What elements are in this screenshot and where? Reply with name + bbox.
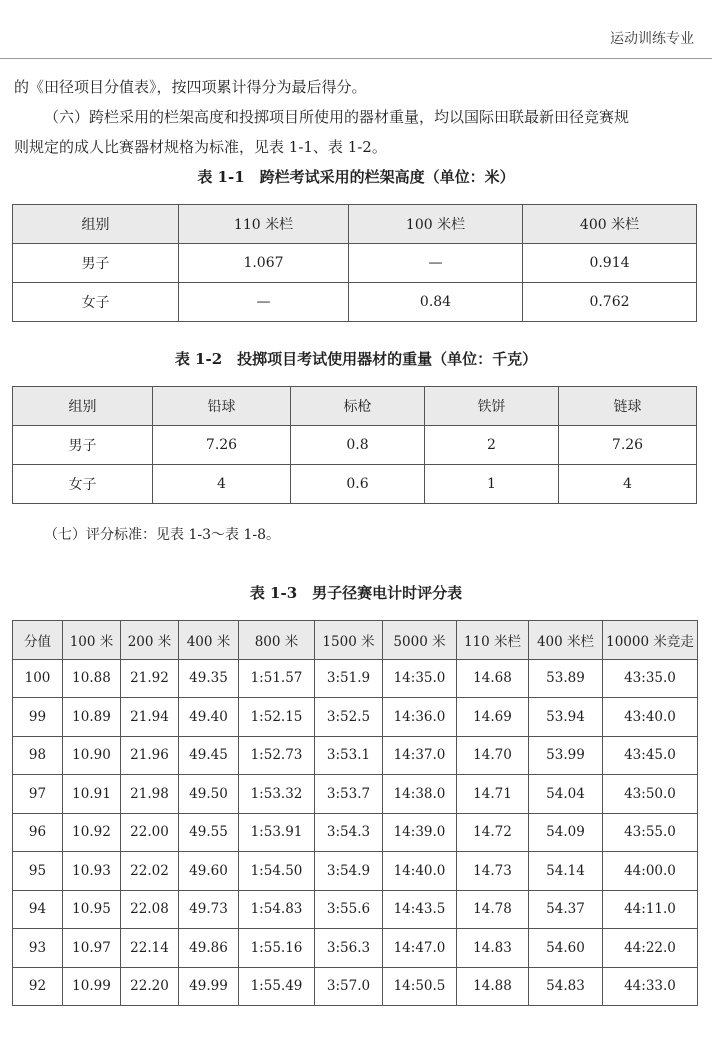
table-cell: 49.50 bbox=[179, 775, 239, 814]
table-cell: 1:55.49 bbox=[239, 967, 315, 1006]
table-cell: 1:54.50 bbox=[239, 852, 315, 891]
table-cell: 44:00.0 bbox=[603, 852, 698, 891]
table-cell: 100 bbox=[13, 659, 63, 698]
table-cell: 14:47.0 bbox=[383, 929, 457, 968]
table-cell: 14.83 bbox=[457, 929, 529, 968]
table-cell: 14:40.0 bbox=[383, 852, 457, 891]
table-cell: 男子 bbox=[13, 426, 153, 465]
table-3-caption: 表 1-3 男子径赛电计时评分表 bbox=[249, 584, 463, 602]
table-row bbox=[13, 698, 698, 737]
table-cell: 49.86 bbox=[179, 929, 239, 968]
table-cell: 53.89 bbox=[529, 659, 603, 698]
table-cell: 49.60 bbox=[179, 852, 239, 891]
table-cell: 22.00 bbox=[121, 813, 179, 852]
table-cell: 3:54.3 bbox=[315, 813, 383, 852]
equipment-weight-table bbox=[12, 386, 697, 504]
table-cell: 54.83 bbox=[529, 967, 603, 1006]
table-cell: 99 bbox=[13, 698, 63, 737]
table-cell: 22.20 bbox=[121, 967, 179, 1006]
table-cell: 0.762 bbox=[523, 283, 697, 322]
header-cell: 组别 bbox=[13, 205, 179, 244]
table-cell: 49.45 bbox=[179, 736, 239, 775]
hurdle-height-table bbox=[12, 204, 697, 322]
table-cell: 女子 bbox=[13, 465, 153, 504]
table-row bbox=[13, 967, 698, 1006]
table-header-row bbox=[13, 205, 697, 244]
paragraph-3: 则规定的成人比赛器材规格为标准，见表 1-1、表 1-2。 bbox=[14, 138, 387, 156]
table-cell: 94 bbox=[13, 890, 63, 929]
header-cell: 分值 bbox=[13, 621, 63, 660]
table-cell: 49.99 bbox=[179, 967, 239, 1006]
table-cell: 53.99 bbox=[529, 736, 603, 775]
table-cell: 14:38.0 bbox=[383, 775, 457, 814]
table-cell: 10.90 bbox=[63, 736, 121, 775]
table-cell: 1:52.73 bbox=[239, 736, 315, 775]
header-cell: 200 米 bbox=[121, 621, 179, 660]
table-cell: 0.8 bbox=[291, 426, 425, 465]
table-cell: 3:56.3 bbox=[315, 929, 383, 968]
table-row bbox=[13, 929, 698, 968]
table-cell: 7.26 bbox=[559, 426, 697, 465]
table-cell: 1:54.83 bbox=[239, 890, 315, 929]
table-cell: 49.55 bbox=[179, 813, 239, 852]
table-cell: 10.93 bbox=[63, 852, 121, 891]
table-cell: 3:57.0 bbox=[315, 967, 383, 1006]
table-row bbox=[13, 736, 698, 775]
table-cell: 10.88 bbox=[63, 659, 121, 698]
table-cell: 10.97 bbox=[63, 929, 121, 968]
table-cell: 1.067 bbox=[179, 244, 349, 283]
header-cell: 800 米 bbox=[239, 621, 315, 660]
men-track-scoring-table bbox=[12, 620, 698, 1006]
table-cell: 21.94 bbox=[121, 698, 179, 737]
table-cell: 44:33.0 bbox=[603, 967, 698, 1006]
table-cell: 1:53.32 bbox=[239, 775, 315, 814]
header-cell: 400 米栏 bbox=[523, 205, 697, 244]
table-cell: 43:45.0 bbox=[603, 736, 698, 775]
table-header-row bbox=[13, 621, 698, 660]
table-cell: 0.84 bbox=[349, 283, 523, 322]
table-cell: 14:39.0 bbox=[383, 813, 457, 852]
table-cell: 93 bbox=[13, 929, 63, 968]
table-cell: 1:53.91 bbox=[239, 813, 315, 852]
table-row bbox=[13, 813, 698, 852]
table-cell: 1:55.16 bbox=[239, 929, 315, 968]
table-cell: 2 bbox=[425, 426, 559, 465]
header-cell: 标枪 bbox=[291, 387, 425, 426]
table-cell: 49.73 bbox=[179, 890, 239, 929]
header-cell: 400 米栏 bbox=[529, 621, 603, 660]
table-cell: 14.78 bbox=[457, 890, 529, 929]
table-cell: 14.69 bbox=[457, 698, 529, 737]
table-cell: 0.914 bbox=[523, 244, 697, 283]
header-cell: 110 米栏 bbox=[457, 621, 529, 660]
table-cell: 1:52.15 bbox=[239, 698, 315, 737]
table-cell: 男子 bbox=[13, 244, 179, 283]
header-cell: 铅球 bbox=[153, 387, 291, 426]
paragraph-2: （六）跨栏采用的栏架高度和投掷项目所使用的器材重量，均以国际田联最新田径竞赛规 bbox=[44, 108, 630, 126]
table-cell: 54.09 bbox=[529, 813, 603, 852]
table-cell: 49.40 bbox=[179, 698, 239, 737]
table-cell: 14.73 bbox=[457, 852, 529, 891]
table-cell: 7.26 bbox=[153, 426, 291, 465]
table-cell: 4 bbox=[153, 465, 291, 504]
table-cell: 3:55.6 bbox=[315, 890, 383, 929]
table-cell: 10.95 bbox=[63, 890, 121, 929]
table-row bbox=[13, 775, 698, 814]
table-cell: 21.98 bbox=[121, 775, 179, 814]
table-cell: 44:11.0 bbox=[603, 890, 698, 929]
table-cell: 14.72 bbox=[457, 813, 529, 852]
table-1-caption: 表 1-1 跨栏考试采用的栏架高度（单位：米） bbox=[197, 168, 515, 186]
table-cell: 10.92 bbox=[63, 813, 121, 852]
table-cell: 14:50.5 bbox=[383, 967, 457, 1006]
header-divider bbox=[0, 58, 712, 59]
table-cell: 女子 bbox=[13, 283, 179, 322]
table-cell: 98 bbox=[13, 736, 63, 775]
header-cell: 组别 bbox=[13, 387, 153, 426]
table-cell: 3:52.5 bbox=[315, 698, 383, 737]
table-cell: 97 bbox=[13, 775, 63, 814]
header-cell: 110 米栏 bbox=[179, 205, 349, 244]
table-row bbox=[13, 659, 698, 698]
table-cell: 14:36.0 bbox=[383, 698, 457, 737]
table-cell: 10.89 bbox=[63, 698, 121, 737]
table-cell: 0.6 bbox=[291, 465, 425, 504]
table-cell: 4 bbox=[559, 465, 697, 504]
paragraph-1: 的《田径项目分值表》，按四项累计得分为最后得分。 bbox=[14, 78, 367, 96]
table-cell: 54.04 bbox=[529, 775, 603, 814]
header-cell: 400 米 bbox=[179, 621, 239, 660]
table-cell: 14:35.0 bbox=[383, 659, 457, 698]
table-row bbox=[13, 890, 698, 929]
table-row bbox=[13, 283, 697, 322]
table-cell: 54.14 bbox=[529, 852, 603, 891]
header-cell: 100 米 bbox=[63, 621, 121, 660]
page-header-label: 运动训练专业 bbox=[610, 31, 694, 47]
table-cell: 43:35.0 bbox=[603, 659, 698, 698]
table-cell: 10.99 bbox=[63, 967, 121, 1006]
table-cell: 22.02 bbox=[121, 852, 179, 891]
table-cell: — bbox=[349, 244, 523, 283]
header-cell: 5000 米 bbox=[383, 621, 457, 660]
table-cell: 14.70 bbox=[457, 736, 529, 775]
paragraph-4: （七）评分标准：见表 1-3～表 1-8。 bbox=[44, 527, 280, 543]
table-cell: 14.88 bbox=[457, 967, 529, 1006]
header-cell: 10000 米竞走 bbox=[603, 621, 698, 660]
table-cell: 49.35 bbox=[179, 659, 239, 698]
table-cell: 54.37 bbox=[529, 890, 603, 929]
table-cell: 54.60 bbox=[529, 929, 603, 968]
table-cell: 53.94 bbox=[529, 698, 603, 737]
table-2-caption: 表 1-2 投掷项目考试使用器材的重量（单位：千克） bbox=[174, 350, 538, 368]
table-cell: 43:55.0 bbox=[603, 813, 698, 852]
table-cell: 43:40.0 bbox=[603, 698, 698, 737]
table-cell: 43:50.0 bbox=[603, 775, 698, 814]
table-row bbox=[13, 852, 698, 891]
table-cell: 14.68 bbox=[457, 659, 529, 698]
table-cell: 95 bbox=[13, 852, 63, 891]
table-row bbox=[13, 244, 697, 283]
header-cell: 1500 米 bbox=[315, 621, 383, 660]
table-cell: 1:51.57 bbox=[239, 659, 315, 698]
table-cell: 21.96 bbox=[121, 736, 179, 775]
table-cell: 44:22.0 bbox=[603, 929, 698, 968]
table-cell: 92 bbox=[13, 967, 63, 1006]
table-cell: 3:53.7 bbox=[315, 775, 383, 814]
table-cell: 14:37.0 bbox=[383, 736, 457, 775]
table-cell: 14.71 bbox=[457, 775, 529, 814]
header-cell: 铁饼 bbox=[425, 387, 559, 426]
table-cell: 21.92 bbox=[121, 659, 179, 698]
table-cell: 22.08 bbox=[121, 890, 179, 929]
table-cell: 3:53.1 bbox=[315, 736, 383, 775]
table-cell: 96 bbox=[13, 813, 63, 852]
table-header-row bbox=[13, 387, 697, 426]
table-cell: — bbox=[179, 283, 349, 322]
table-cell: 14:43.5 bbox=[383, 890, 457, 929]
table-cell: 1 bbox=[425, 465, 559, 504]
table-cell: 3:51.9 bbox=[315, 659, 383, 698]
header-cell: 100 米栏 bbox=[349, 205, 523, 244]
header-cell: 链球 bbox=[559, 387, 697, 426]
table-row bbox=[13, 465, 697, 504]
table-cell: 3:54.9 bbox=[315, 852, 383, 891]
table-cell: 10.91 bbox=[63, 775, 121, 814]
table-row bbox=[13, 426, 697, 465]
table-cell: 22.14 bbox=[121, 929, 179, 968]
